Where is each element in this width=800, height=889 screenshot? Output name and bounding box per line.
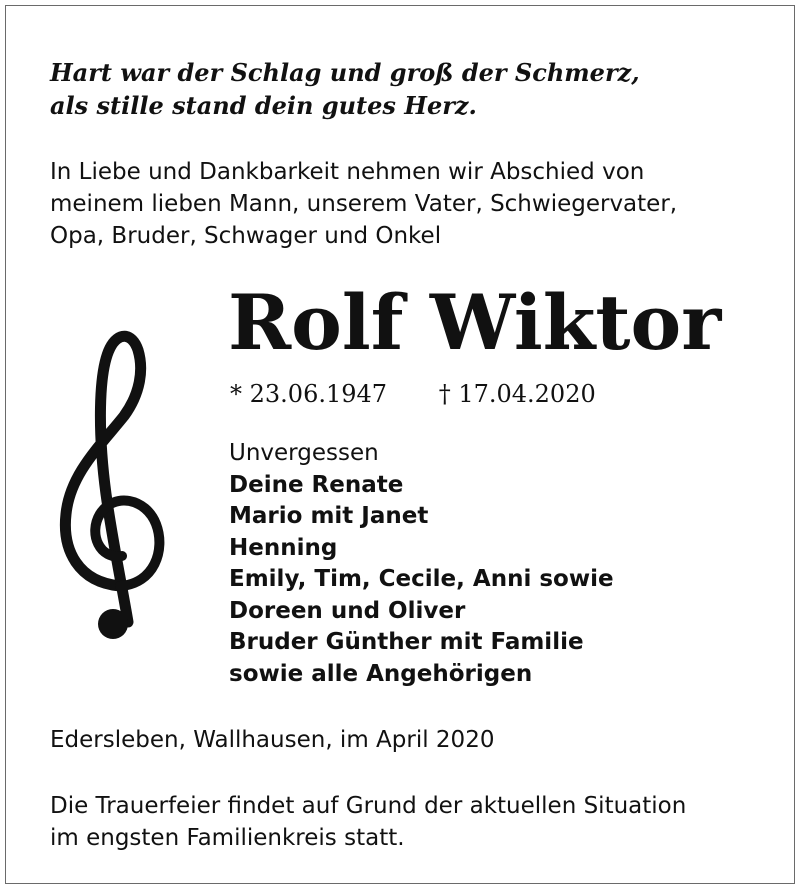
list-item: Bruder Günther mit Familie (229, 629, 584, 655)
list-item: Mario mit Janet (229, 503, 429, 529)
birth-date: * 23.06.1947 (230, 380, 388, 408)
notice-line: im engsten Familienkreis statt. (50, 825, 405, 851)
intro-line: meinem lieben Mann, unserem Vater, Schwiegervater, (50, 191, 678, 217)
verse (50, 56, 640, 122)
funeral-notice (50, 790, 686, 854)
list-item: sowie alle Angehörigen (229, 660, 533, 687)
intro-line: Opa, Bruder, Schwager und Onkel (50, 223, 442, 249)
verse-line: als stille stand dein gutes Herz. (50, 91, 477, 120)
list-item: Doreen und Oliver (229, 597, 466, 624)
life-dates (230, 378, 596, 410)
list-item: Emily, Tim, Cecile, Anni sowie (229, 566, 614, 592)
deceased-name: Rolf Wiktor (228, 278, 722, 367)
intro-text (50, 156, 677, 252)
obituary-frame (5, 5, 795, 884)
list-item: Henning (229, 534, 338, 561)
notice-line: Die Trauerfeier findet auf Grund der aktuellen Situation (50, 793, 687, 819)
mourners-list (229, 438, 614, 690)
death-date: † 17.04.2020 (438, 380, 596, 408)
list-item: Deine Renate (229, 471, 404, 498)
place-and-date: Edersleben, Wallhausen, im April 2020 (50, 727, 495, 753)
treble-clef-icon (58, 324, 168, 644)
intro-line: In Liebe und Dankbarkeit nehmen wir Abschied von (50, 159, 645, 185)
verse-line: Hart war der Schlag und groß der Schmerz, (50, 58, 640, 87)
mourners-heading: Unvergessen (229, 440, 379, 466)
